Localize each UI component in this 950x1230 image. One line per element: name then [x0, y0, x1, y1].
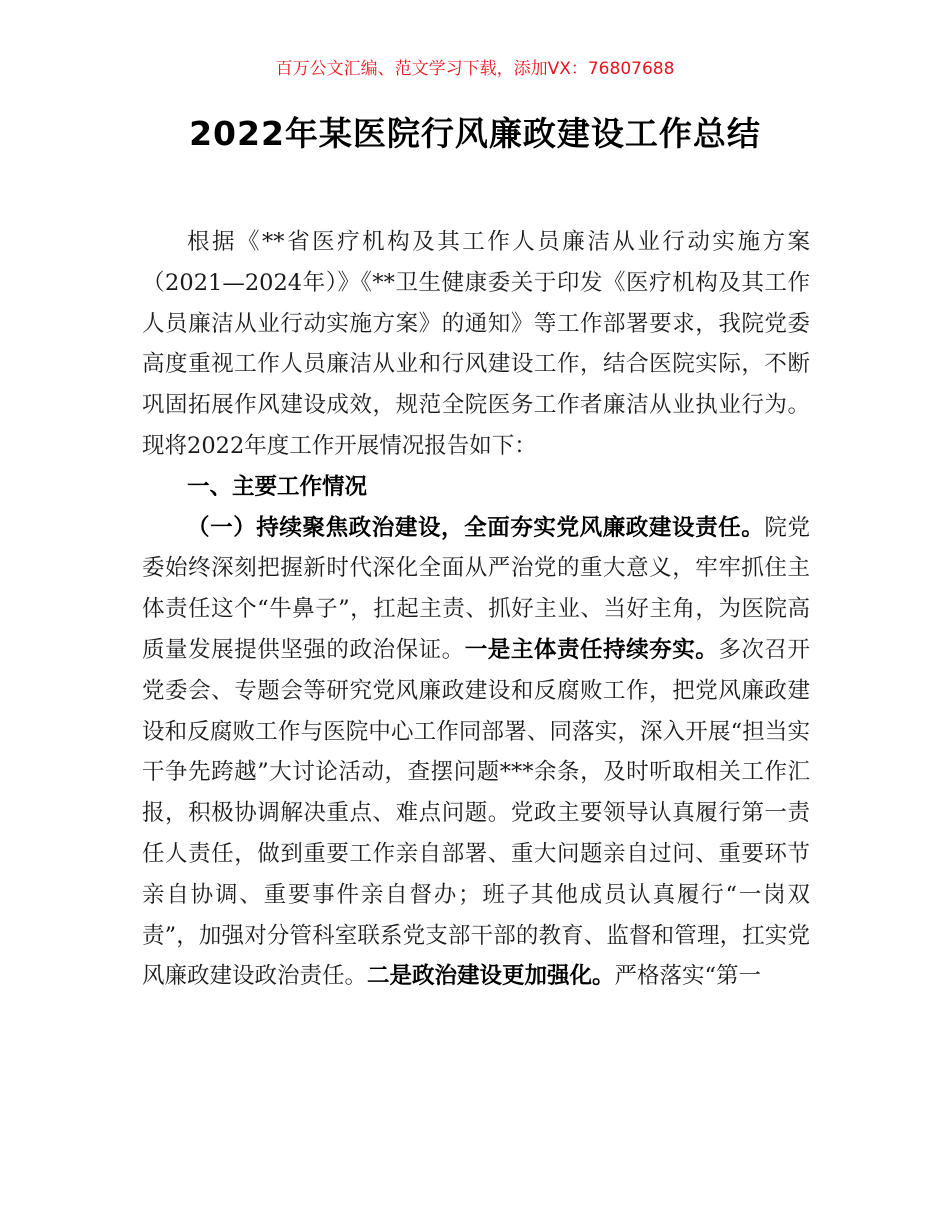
subsection-text: 院党委始终深刻把握新时代深化全面从严治党的重大意义，牢牢抓住主体责任这个“牛鼻子”，扛起主责、抓好主业、当好主角，为医院高质量发展提供坚强的政治保证。	[142, 514, 810, 663]
point-two-heading: 二是政治建设更加强化。	[367, 963, 615, 990]
intro-paragraph: 根据《**省医疗机构及其工作人员廉洁从业行动实施方案（2021—2024年）》《**卫生健康委关于印发《医疗机构及其工作人员廉洁从业行动实施方案》的通知》等工作部署要求，我院党委高度重视工作人员廉洁从业和行风建设工作，结合医院实际，不断巩固拓展作风建设成效，规范全院医务工作者廉洁从业执业行为。现将2022年度工作开展情况报告如下：	[142, 229, 810, 459]
point-one-text: 多次召开党委会、专题会等研究党风廉政建设和反腐败工作，把党风廉政建设和反腐败工作与医院中心工作同部署、同落实，深入开展“担当实干争先跨越”大讨论活动，查摆问题***余条，及时听取相关工作汇报，积极协调解决重点、难点问题。党政主要领导认真履行第一责任人责任，做到重要工作亲自部署、重大问题亲自过问、重要环节亲自协调、重要事件亲自督办；班子其他成员认真履行“一岗双责”，加强对分管科室联系党支部干部的教育、监督和管理，扛实党风廉政建设政治责任。	[142, 636, 810, 990]
subsection-paragraph	[142, 508, 810, 998]
document-body	[142, 222, 810, 997]
promo-banner: 百万公文汇编、范文学习下载，添加VX：76807688	[275, 59, 675, 79]
point-two-text: 严格落实“第一	[614, 963, 762, 990]
subsection-heading: （一）持续聚焦政治建设，全面夯实党风廉政建设责任。	[187, 514, 765, 541]
section-heading: 一、主要工作情况	[187, 473, 368, 500]
document-title: 2022年某医院行风廉政建设工作总结	[189, 114, 761, 153]
point-one-heading: 一是主体责任持续夯实。	[464, 636, 719, 663]
